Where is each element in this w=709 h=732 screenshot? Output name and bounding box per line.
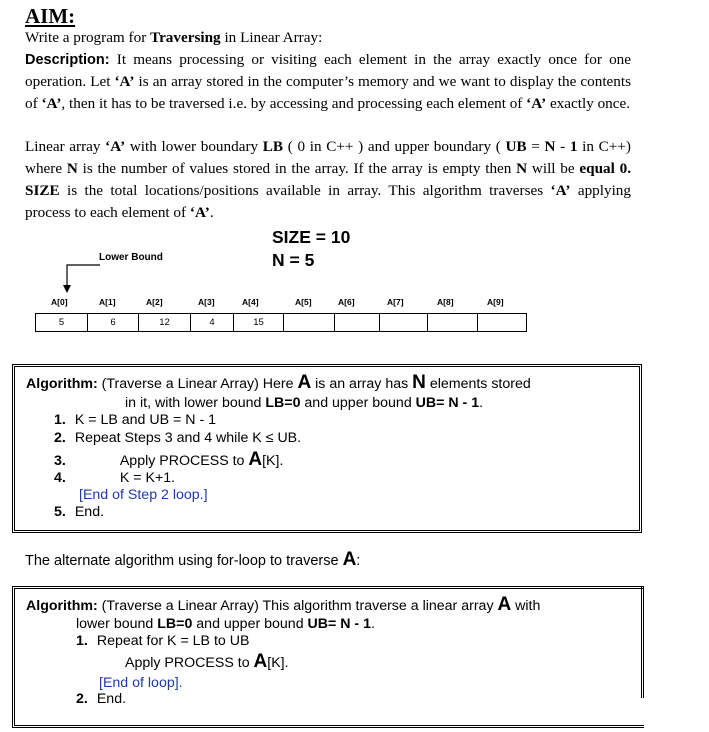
array-cell bbox=[477, 313, 527, 332]
lower-bound-label: Lower Bound bbox=[99, 252, 163, 263]
array-cell bbox=[283, 313, 335, 332]
algorithm-2-step-2: 2. End. bbox=[76, 691, 127, 707]
alternate-intro: The alternate algorithm using for-loop to traverse A: bbox=[25, 549, 361, 570]
algorithm-1-header-line-1: Algorithm: (Traverse a Linear Array) Here A is an array has N elements stored bbox=[26, 372, 531, 393]
array-cell: 6 bbox=[87, 313, 139, 332]
algorithm-2-header-line-2: lower bound LB=0 and upper bound UB= N - 1. bbox=[76, 616, 375, 632]
linear-array-paragraph: Linear array ‘A’ with lower boundary LB ( 0 in C++ ) and upper boundary ( UB = N - 1 in C++) where N is the number of values stored in the array. If the array is empty then N will be equal 0. SIZE is the total locations/positions available in array. This algorithm traverses ‘A’ applying process to each element of ‘A’. bbox=[25, 138, 631, 221]
array-index-label: A[7] bbox=[387, 297, 404, 307]
algorithm-2-header-line-1: Algorithm: (Traverse a Linear Array) This algorithm traverse a linear array A with bbox=[26, 594, 541, 615]
array-cells bbox=[35, 313, 527, 332]
lower-bound-arrow-icon bbox=[60, 258, 102, 294]
algorithm-2-end-loop: [End of loop]. bbox=[99, 675, 183, 691]
algorithm-1-step-1: 1. K = LB and UB = N - 1 bbox=[54, 412, 217, 428]
algorithm-1-step-5: 5. End. bbox=[54, 504, 105, 520]
algorithm-1-header-line-2: in it, with lower bound LB=0 and upper bound UB= N - 1. bbox=[125, 395, 484, 411]
array-cell bbox=[427, 313, 478, 332]
array-index-label: A[4] bbox=[242, 297, 259, 307]
aim-heading: AIM: bbox=[25, 4, 76, 28]
array-cell bbox=[334, 313, 380, 332]
n-label: N = 5 bbox=[272, 250, 315, 270]
size-label: SIZE = 10 bbox=[272, 227, 351, 247]
array-index-label: A[0] bbox=[51, 297, 68, 307]
array-index-label: A[1] bbox=[99, 297, 116, 307]
array-index-label: A[2] bbox=[146, 297, 163, 307]
array-cell: 12 bbox=[138, 313, 191, 332]
program-title: Write a program for Traversing in Linear Array: bbox=[25, 29, 323, 46]
array-cell bbox=[379, 313, 428, 332]
algorithm-1-step-4: 4. K = K+1. bbox=[54, 470, 176, 486]
array-cell: 4 bbox=[190, 313, 234, 332]
array-index-label: A[6] bbox=[338, 297, 355, 307]
description-paragraph: Description: It means processing or visiting each element in the array exactly once for one operation. Let ‘A’ is an array stored in the computer’s memory and we want to display the contents of ‘A’, then it has to be traversed i.e. by accessing and processing each element of ‘A’ exactly once. bbox=[25, 51, 632, 112]
array-index-label: A[5] bbox=[295, 297, 312, 307]
array-index-label: A[9] bbox=[487, 297, 504, 307]
algorithm-2-process: Apply PROCESS to A[K]. bbox=[125, 651, 289, 672]
algorithm-1-step-3: 3. Apply PROCESS to A[K]. bbox=[54, 449, 284, 470]
array-index-label: A[3] bbox=[198, 297, 215, 307]
array-cell: 5 bbox=[35, 313, 88, 332]
array-cell: 15 bbox=[233, 313, 284, 332]
algorithm-2-step-1: 1. Repeat for K = LB to UB bbox=[76, 633, 250, 649]
algorithm-1-end-loop: [End of Step 2 loop.] bbox=[79, 487, 208, 503]
array-index-label: A[8] bbox=[437, 297, 454, 307]
algorithm-box-2-right-edge bbox=[641, 586, 644, 698]
algorithm-1-step-2: 2. Repeat Steps 3 and 4 while K ≤ UB. bbox=[54, 430, 302, 446]
